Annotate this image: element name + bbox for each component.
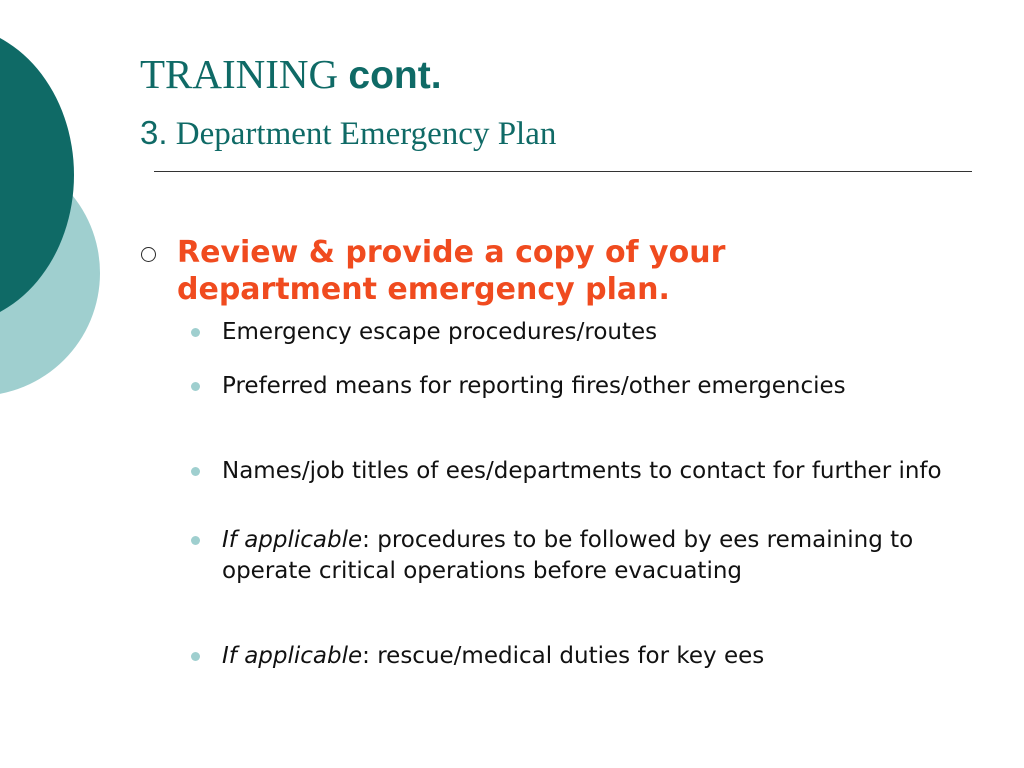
subtitle-text: Department Emergency Plan — [175, 116, 557, 152]
sub-bullet-item — [222, 641, 982, 672]
sub-bullet-text: Emergency escape procedures/routes — [222, 319, 658, 345]
sub-bullet-prefix: If applicable — [222, 643, 363, 669]
sub-bullet-prefix: If applicable — [222, 527, 363, 553]
title-cont-text: cont. — [348, 54, 442, 97]
sub-bullet-text: : procedures to be followed by ees remaining to operate critical operations before evacuating — [222, 527, 914, 584]
sub-bullet-text: Names/job titles of ees/departments to contact for further info — [222, 458, 942, 484]
sub-bullet-text: Preferred means for reporting fires/other emergencies — [222, 373, 846, 399]
sub-bullet-item — [222, 525, 982, 587]
sub-bullet-text: : rescue/medical duties for key ees — [362, 643, 765, 669]
sub-bullet-item — [222, 317, 982, 348]
sub-bullet-item — [222, 371, 982, 402]
bullet-dot-icon — [191, 467, 200, 476]
sub-bullet-item — [222, 456, 982, 487]
bullet-dot-icon — [191, 328, 200, 337]
bullet-dot-icon — [191, 652, 200, 661]
bullet-dot-icon — [191, 382, 200, 391]
subtitle-number: 3. — [140, 114, 168, 151]
bullet-dot-icon — [191, 536, 200, 545]
title-main-text: TRAINING — [140, 51, 339, 97]
main-bullet-text: Review & provide a copy of your department emergency plan. — [177, 235, 726, 307]
